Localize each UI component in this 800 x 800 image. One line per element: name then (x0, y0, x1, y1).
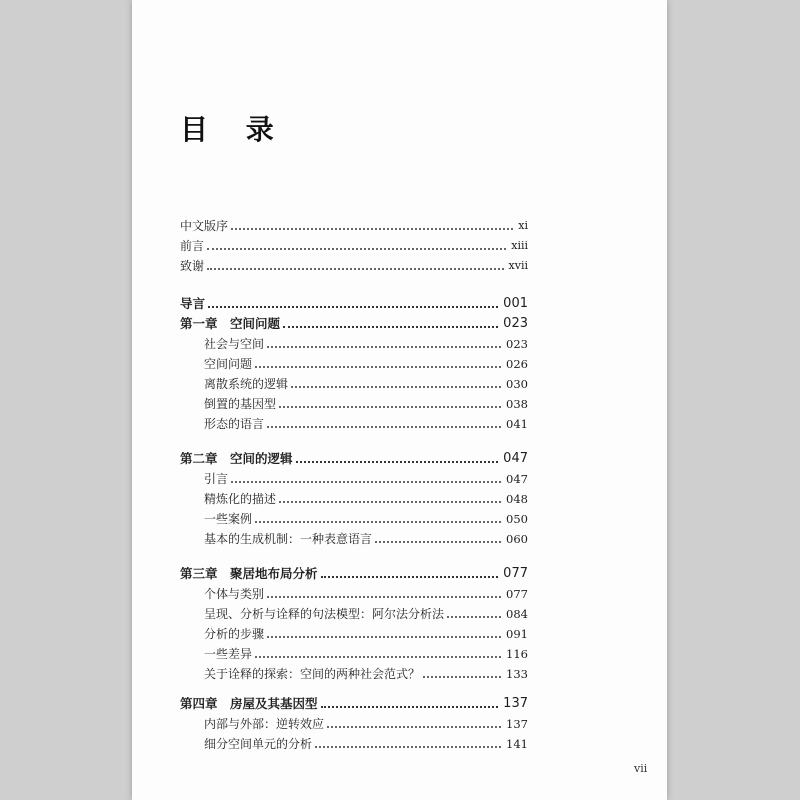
dot-leader (283, 326, 498, 328)
entry-title: 一些案例 (204, 512, 253, 526)
entry-page-number: 047 (503, 451, 528, 466)
section-entry (204, 332, 528, 352)
dot-leader (279, 501, 501, 503)
entry-page-number: 091 (506, 627, 528, 641)
entry-page-number: 137 (506, 717, 528, 731)
chapter-1-entry (180, 312, 528, 332)
entry-page-number: 077 (503, 566, 528, 581)
entry-page-number: 137 (503, 696, 528, 711)
entry-title: 空间问题 (204, 357, 253, 371)
entry-title: 致谢 (180, 259, 205, 273)
entry-page-number: 023 (506, 337, 528, 351)
dot-leader (327, 726, 501, 728)
section-entry (204, 602, 528, 622)
entry-title: 形态的语言 (204, 417, 265, 431)
dot-leader (255, 366, 501, 368)
entry-page-number: 041 (506, 417, 528, 431)
section-entry (204, 487, 528, 507)
entry-page-number: 026 (506, 357, 528, 371)
intro-entry (180, 292, 528, 312)
section-entry (204, 507, 528, 527)
book-page (132, 0, 667, 800)
entry-page-number: xi (518, 219, 528, 232)
section-entry (204, 412, 528, 432)
chapter-4-entry (180, 692, 528, 712)
front-matter-entry (180, 254, 528, 274)
entry-page-number: 038 (506, 397, 528, 411)
dot-leader (255, 521, 501, 523)
entry-title: 内部与外部：逆转效应 (204, 717, 325, 731)
dot-leader (267, 596, 501, 598)
entry-title: 分析的步骤 (204, 627, 265, 641)
page-number: vii (634, 762, 648, 775)
section-entry (204, 622, 528, 642)
entry-page-number: 084 (506, 607, 528, 621)
entry-title: 细分空间单元的分析 (204, 737, 313, 751)
dot-leader (267, 346, 501, 348)
entry-page-number: 023 (503, 316, 528, 331)
entry-title: 呈现、分析与诠释的句法模型：阿尔法分析法 (204, 607, 445, 621)
chapter-2-entry (180, 447, 528, 467)
dot-leader (267, 426, 501, 428)
dot-leader (315, 746, 501, 748)
entry-page-number: 047 (506, 472, 528, 486)
dot-leader (291, 386, 501, 388)
dot-leader (321, 706, 499, 708)
entry-title: 第二章 空间的逻辑 (180, 451, 293, 466)
entry-title: 第三章 聚居地布局分析 (180, 566, 318, 581)
section-entry (204, 582, 528, 602)
front-matter-entry (180, 214, 528, 234)
dot-leader (296, 461, 499, 463)
entry-page-number: 060 (506, 532, 528, 546)
section-entry (204, 662, 528, 682)
dot-leader (279, 406, 501, 408)
dot-leader (447, 616, 501, 618)
entry-title: 离散系统的逻辑 (204, 377, 289, 391)
section-entry (204, 392, 528, 412)
dot-leader (267, 636, 501, 638)
entry-page-number: 030 (506, 377, 528, 391)
entry-title: 导言 (180, 296, 206, 311)
section-entry (204, 732, 528, 752)
dot-leader (423, 676, 501, 678)
entry-title: 个体与类别 (204, 587, 265, 601)
entry-page-number: 001 (503, 296, 528, 311)
dot-leader (231, 228, 513, 230)
entry-page-number: 133 (506, 667, 528, 681)
entry-title: 前言 (180, 239, 205, 253)
entry-title: 第四章 房屋及其基因型 (180, 696, 318, 711)
entry-page-number: xiii (511, 239, 528, 252)
dot-leader (207, 248, 506, 250)
entry-page-number: 050 (506, 512, 528, 526)
dot-leader (255, 656, 501, 658)
dot-leader (375, 541, 501, 543)
section-entry (204, 352, 528, 372)
section-entry (204, 712, 528, 732)
entry-title: 中文版序 (180, 219, 229, 233)
section-entry (204, 467, 528, 487)
entry-page-number: 141 (506, 737, 528, 751)
section-entry (204, 642, 528, 662)
entry-title: 精炼化的描述 (204, 492, 277, 506)
dot-leader (208, 306, 498, 308)
entry-title: 引言 (204, 472, 229, 486)
dot-leader (321, 576, 499, 578)
toc-entries (132, 0, 667, 800)
entry-title: 倒置的基因型 (204, 397, 277, 411)
entry-page-number: xvii (508, 259, 528, 272)
section-entry (204, 527, 528, 547)
dot-leader (207, 268, 504, 270)
entry-page-number: 116 (506, 647, 528, 661)
entry-title: 一些差异 (204, 647, 253, 661)
entry-page-number: 048 (506, 492, 528, 506)
entry-page-number: 077 (506, 587, 528, 601)
dot-leader (231, 481, 501, 483)
entry-title: 基本的生成机制：一种表意语言 (204, 532, 373, 546)
entry-title: 社会与空间 (204, 337, 265, 351)
section-entry (204, 372, 528, 392)
entry-title: 关于诠释的探索：空间的两种社会范式？ (204, 667, 421, 681)
chapter-3-entry (180, 562, 528, 582)
entry-title: 第一章 空间问题 (180, 316, 281, 331)
front-matter-entry (180, 234, 528, 254)
toc-heading: 目 录 (180, 113, 288, 146)
